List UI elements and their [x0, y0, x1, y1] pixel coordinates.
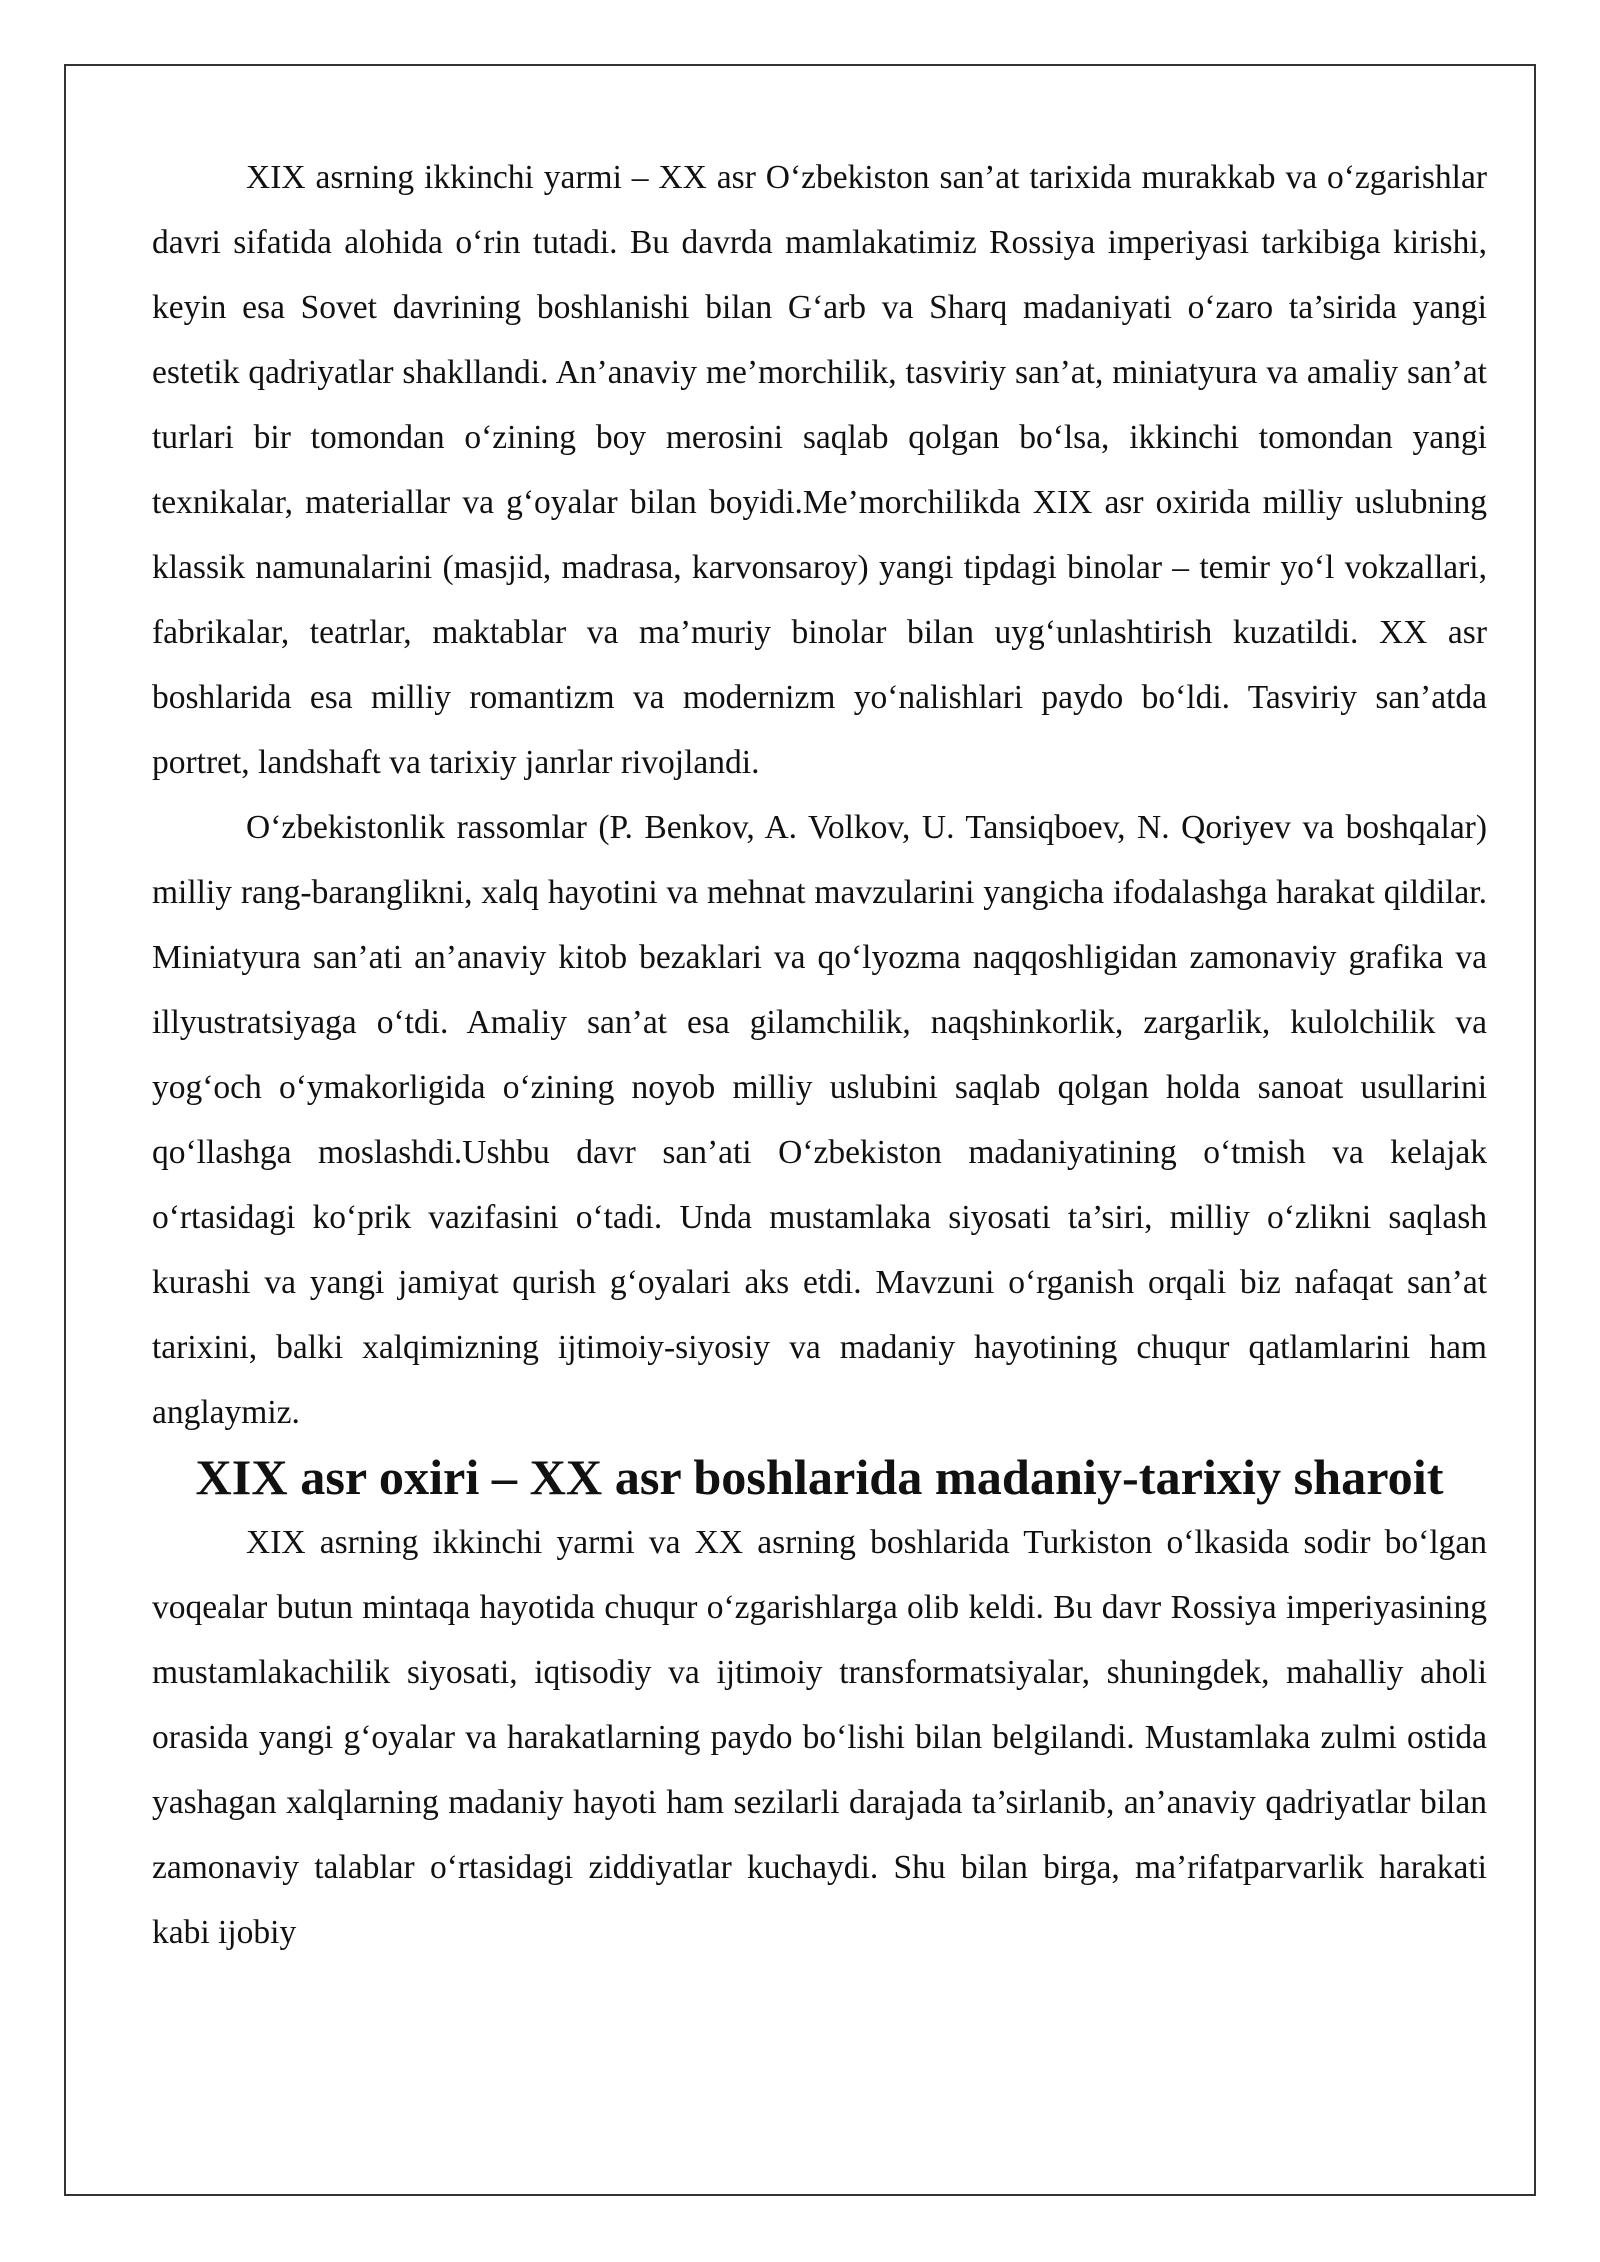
section-heading: XIX asr oxiri – XX asr boshlarida madaniy-tarixiy sharoit — [195, 1449, 1444, 1505]
document-body — [152, 145, 1487, 1965]
paragraph-historical-conditions: XIX asrning ikkinchi yarmi va XX asrning boshlarida Turkiston o‘lkasida sodir bo‘lgan voqealar butun mintaqa hayotida chuqur o‘zgarishlarga olib keldi. Bu davr Rossiya imperiyasining mustamlakachilik siyosati, iqtisodiy va ijtimoiy transformatsiyalar, shuningdek, mahalliy aholi orasida yangi g‘oyalar va harakatlarning paydo bo‘lishi bilan belgilandi. Mustamlaka zulmi ostida yashagan xalqlarning madaniy hayoti ham sezilarli darajada ta’sirlanib, an’anaviy qadriyatlar bilan zamonaviy talablar o‘rtasidagi ziddiyatlar kuchaydi. Shu bilan birga, ma’rifatparvarlik harakati kabi ijobiy — [152, 1524, 1487, 1951]
paragraph-intro: XIX asrning ikkinchi yarmi – XX asr O‘zbekiston san’at tarixida murakkab va o‘zgarishlar davri sifatida alohida o‘rin tutadi. Bu davrda mamlakatimiz Rossiya imperiyasi tarkibiga kirishi, keyin esa Sovet davrining boshlanishi bilan G‘arb va Sharq madaniyati o‘zaro ta’sirida yangi estetik qadriyatlar shakllandi. An’anaviy me’morchilik, tasviriy san’at, miniatyura va amaliy san’at turlari bir tomondan o‘zining boy merosini saqlab qolgan bo‘lsa, ikkinchi tomondan yangi texnikalar, materiallar va g‘oyalar bilan boyidi.Me’morchilikda XIX asr oxirida milliy uslubning klassik namunalarini (masjid, madrasa, karvonsaroy) yangi tipdagi binolar – temir yo‘l vokzallari, fabrikalar, teatrlar, maktablar va ma’muriy binolar bilan uyg‘unlashtirish kuzatildi. XX asr boshlarida esa milliy romantizm va modernizm yo‘nalishlari paydo bo‘ldi. Tasviriy san’atda portret, landshaft va tarixiy janrlar rivojlandi. — [152, 159, 1487, 781]
paragraph-artists: O‘zbekistonlik rassomlar (P. Benkov, A. Volkov, U. Tansiqboev, N. Qoriyev va boshqalar) milliy rang-baranglikni, xalq hayotini va mehnat mavzularini yangicha ifodalashga harakat qildilar. Miniatyura san’ati an’anaviy kitob bezaklari va qo‘lyozma naqqoshligidan zamonaviy grafika va illyustratsiyaga o‘tdi. Amaliy san’at esa gilamchilik, naqshinkorlik, zargarlik, kulolchilik va yog‘och o‘ymakorligida o‘zining noyob milliy uslubini saqlab qolgan holda sanoat usullarini qo‘llashga moslashdi.Ushbu davr san’ati O‘zbekiston madaniyatining o‘tmish va kelajak o‘rtasidagi ko‘prik vazifasini o‘tadi. Unda mustamlaka siyosati ta’siri, milliy o‘zlikni saqlash kurashi va yangi jamiyat qurish g‘oyalari aks etdi. Mavzuni o‘rganish orqali biz nafaqat san’at tarixini, balki xalqimizning ijtimoiy-siyosiy va madaniy hayotining chuqur qatlamlarini ham anglaymiz. — [152, 809, 1487, 1431]
